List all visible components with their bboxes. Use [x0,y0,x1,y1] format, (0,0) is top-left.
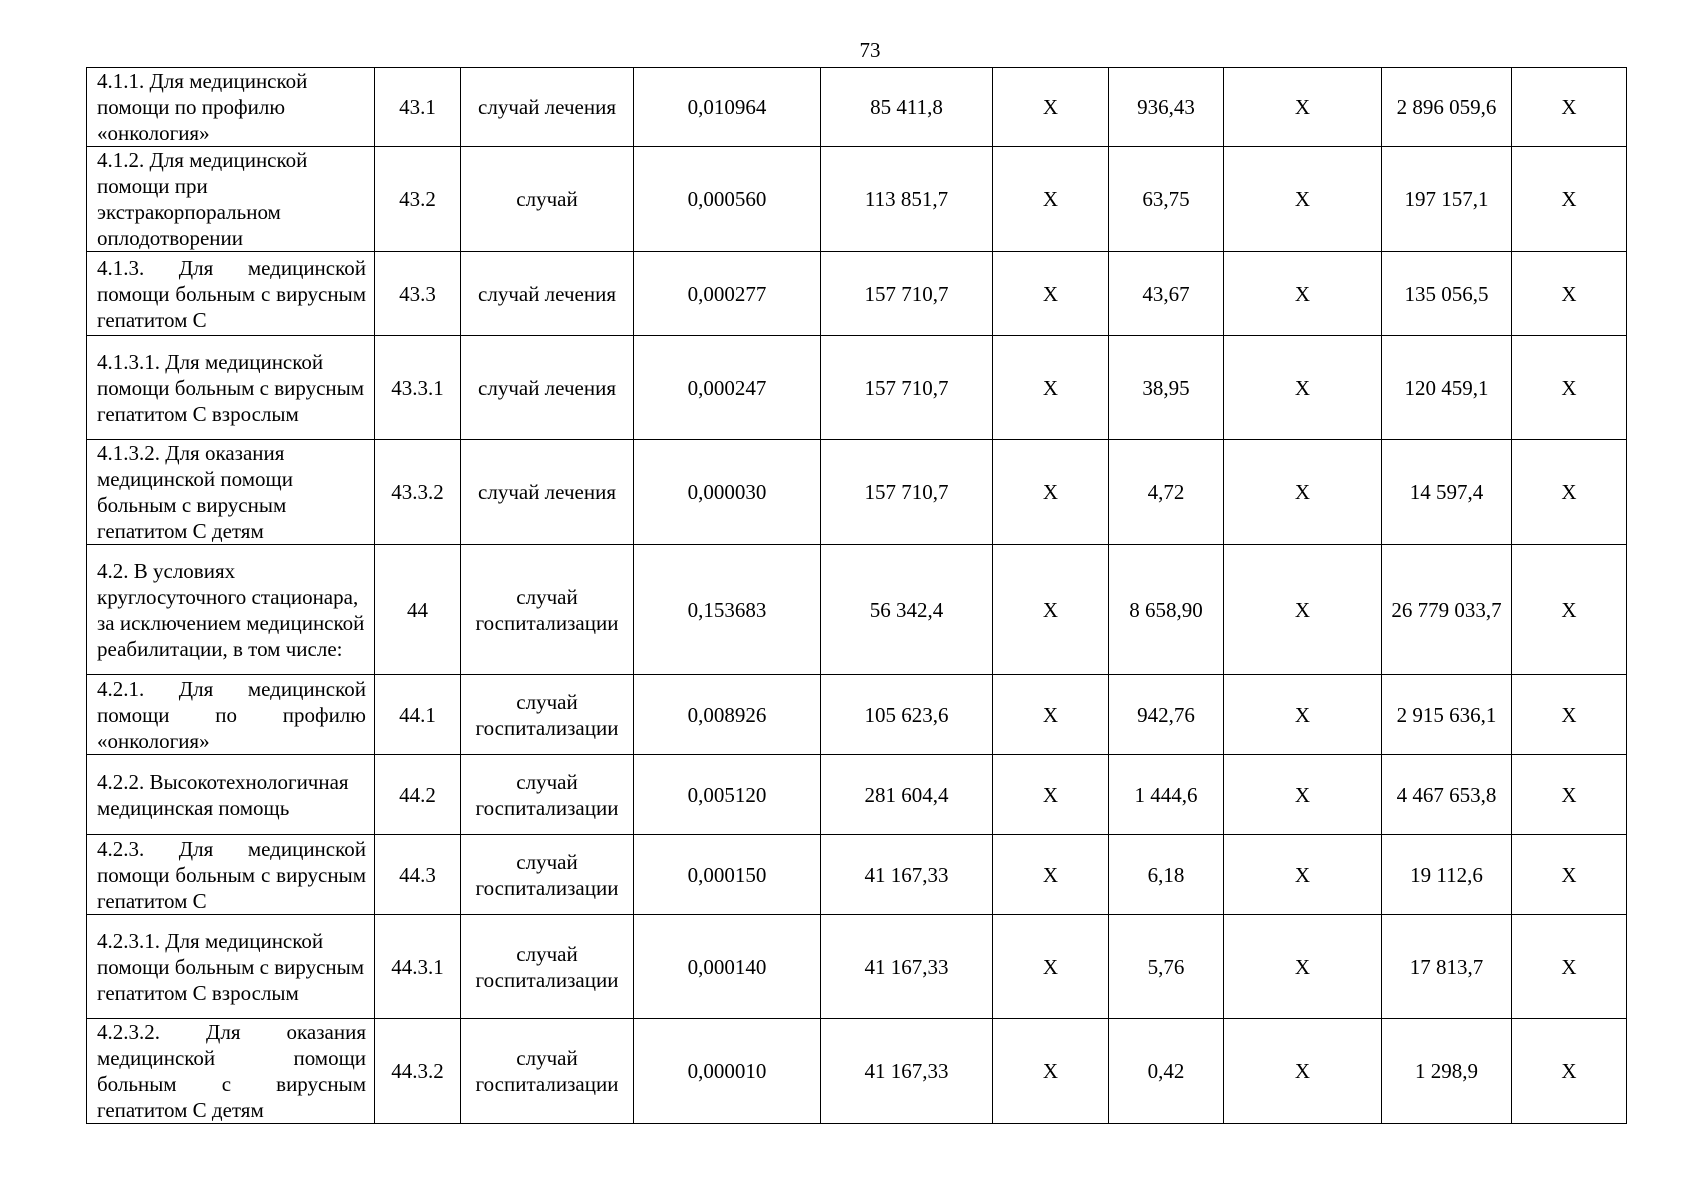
row-col6: Х [993,755,1109,835]
row-col6: Х [993,147,1109,252]
row-total: 19 112,6 [1382,835,1512,915]
row-code: 43.3.1 [375,336,461,440]
table-row [87,835,1627,915]
row-per-capita: 942,76 [1109,675,1224,755]
row-col6: Х [993,915,1109,1019]
row-cost: 157 710,7 [821,440,993,545]
row-total: 4 467 653,8 [1382,755,1512,835]
row-code: 44.3.1 [375,915,461,1019]
row-col8: Х [1224,1019,1382,1124]
row-cost: 41 167,33 [821,835,993,915]
row-norm: 0,000140 [634,915,821,1019]
table-row [87,147,1627,252]
row-name: 4.2.3.1. Для медицинской помощи больным с вирусным гепатитом С взрослым [87,915,375,1019]
row-col6: Х [993,675,1109,755]
row-total: 120 459,1 [1382,336,1512,440]
row-name: 4.2. В условиях круглосуточного стационара, за исключением медицинской реабилитации, в том числе: [87,545,375,675]
row-col8: Х [1224,675,1382,755]
row-total: 135 056,5 [1382,252,1512,336]
row-col8: Х [1224,68,1382,147]
row-unit: случай госпитализации [461,1019,634,1124]
row-name: 4.2.3.2. Для оказания медицинской помощи больным с вирусным гепатитом С детям [87,1019,375,1124]
row-code: 44.2 [375,755,461,835]
row-per-capita: 5,76 [1109,915,1224,1019]
row-cost: 41 167,33 [821,915,993,1019]
row-col8: Х [1224,835,1382,915]
row-unit: случай [461,147,634,252]
row-cost: 56 342,4 [821,545,993,675]
page-number: 73 [859,38,881,62]
row-per-capita: 4,72 [1109,440,1224,545]
row-per-capita: 43,67 [1109,252,1224,336]
table-row [87,755,1627,835]
row-unit: случай госпитализации [461,915,634,1019]
row-col8: Х [1224,336,1382,440]
row-col10: Х [1512,147,1627,252]
row-col6: Х [993,1019,1109,1124]
row-col8: Х [1224,252,1382,336]
row-per-capita: 8 658,90 [1109,545,1224,675]
row-name: 4.2.3. Для медицинской помощи больным с вирусным гепатитом С [87,835,375,915]
table-row [87,336,1627,440]
row-name: 4.2.2. Высокотехнологичная медицинская помощь [87,755,375,835]
row-col10: Х [1512,252,1627,336]
table-row [87,545,1627,675]
row-total: 197 157,1 [1382,147,1512,252]
row-col6: Х [993,252,1109,336]
row-total: 2 915 636,1 [1382,675,1512,755]
row-code: 43.3.2 [375,440,461,545]
row-cost: 157 710,7 [821,336,993,440]
row-col10: Х [1512,440,1627,545]
row-code: 43.3 [375,252,461,336]
row-name: 4.1.1. Для медицинской помощи по профилю «онкология» [87,68,375,147]
row-total: 17 813,7 [1382,915,1512,1019]
row-col6: Х [993,545,1109,675]
row-name: 4.1.3. Для медицинской помощи больным с вирусным гепатитом С [87,252,375,336]
row-name: 4.1.3.1. Для медицинской помощи больным с вирусным гепатитом С взрослым [87,336,375,440]
table-row [87,675,1627,755]
row-norm: 0,000277 [634,252,821,336]
row-name: 4.1.3.2. Для оказания медицинской помощи больным с вирусным гепатитом С детям [87,440,375,545]
row-cost: 281 604,4 [821,755,993,835]
row-cost: 113 851,7 [821,147,993,252]
row-unit: случай лечения [461,336,634,440]
row-norm: 0,000010 [634,1019,821,1124]
table-row [87,915,1627,1019]
row-unit: случай госпитализации [461,755,634,835]
row-unit: случай госпитализации [461,545,634,675]
row-unit: случай лечения [461,68,634,147]
row-unit: случай лечения [461,252,634,336]
row-norm: 0,010964 [634,68,821,147]
row-unit: случай госпитализации [461,835,634,915]
row-col8: Х [1224,147,1382,252]
row-col10: Х [1512,675,1627,755]
row-cost: 157 710,7 [821,252,993,336]
financing-table [86,67,1627,1124]
row-norm: 0,008926 [634,675,821,755]
row-code: 44.3 [375,835,461,915]
row-col8: Х [1224,755,1382,835]
row-col10: Х [1512,1019,1627,1124]
row-col10: Х [1512,336,1627,440]
row-norm: 0,000030 [634,440,821,545]
row-norm: 0,005120 [634,755,821,835]
row-cost: 105 623,6 [821,675,993,755]
row-name: 4.1.2. Для медицинской помощи при экстракорпоральном оплодотворении [87,147,375,252]
row-total: 26 779 033,7 [1382,545,1512,675]
row-col10: Х [1512,68,1627,147]
row-total: 14 597,4 [1382,440,1512,545]
row-col6: Х [993,835,1109,915]
row-norm: 0,000150 [634,835,821,915]
row-norm: 0,153683 [634,545,821,675]
table-row [87,440,1627,545]
row-col10: Х [1512,545,1627,675]
row-norm: 0,000247 [634,336,821,440]
row-col8: Х [1224,915,1382,1019]
row-col10: Х [1512,835,1627,915]
row-per-capita: 63,75 [1109,147,1224,252]
row-cost: 41 167,33 [821,1019,993,1124]
row-total: 2 896 059,6 [1382,68,1512,147]
row-col6: Х [993,336,1109,440]
row-name: 4.2.1. Для медицинской помощи по профилю «онкология» [87,675,375,755]
row-col10: Х [1512,915,1627,1019]
row-col6: Х [993,440,1109,545]
row-per-capita: 936,43 [1109,68,1224,147]
row-code: 44 [375,545,461,675]
row-code: 43.2 [375,147,461,252]
row-col8: Х [1224,545,1382,675]
row-code: 44.1 [375,675,461,755]
table-row [87,1019,1627,1124]
row-col6: Х [993,68,1109,147]
row-per-capita: 1 444,6 [1109,755,1224,835]
row-per-capita: 0,42 [1109,1019,1224,1124]
row-norm: 0,000560 [634,147,821,252]
row-code: 44.3.2 [375,1019,461,1124]
row-code: 43.1 [375,68,461,147]
row-cost: 85 411,8 [821,68,993,147]
table-row [87,68,1627,147]
table-row [87,252,1627,336]
row-col8: Х [1224,440,1382,545]
row-unit: случай лечения [461,440,634,545]
row-col10: Х [1512,755,1627,835]
row-per-capita: 38,95 [1109,336,1224,440]
row-total: 1 298,9 [1382,1019,1512,1124]
row-per-capita: 6,18 [1109,835,1224,915]
row-unit: случай госпитализации [461,675,634,755]
